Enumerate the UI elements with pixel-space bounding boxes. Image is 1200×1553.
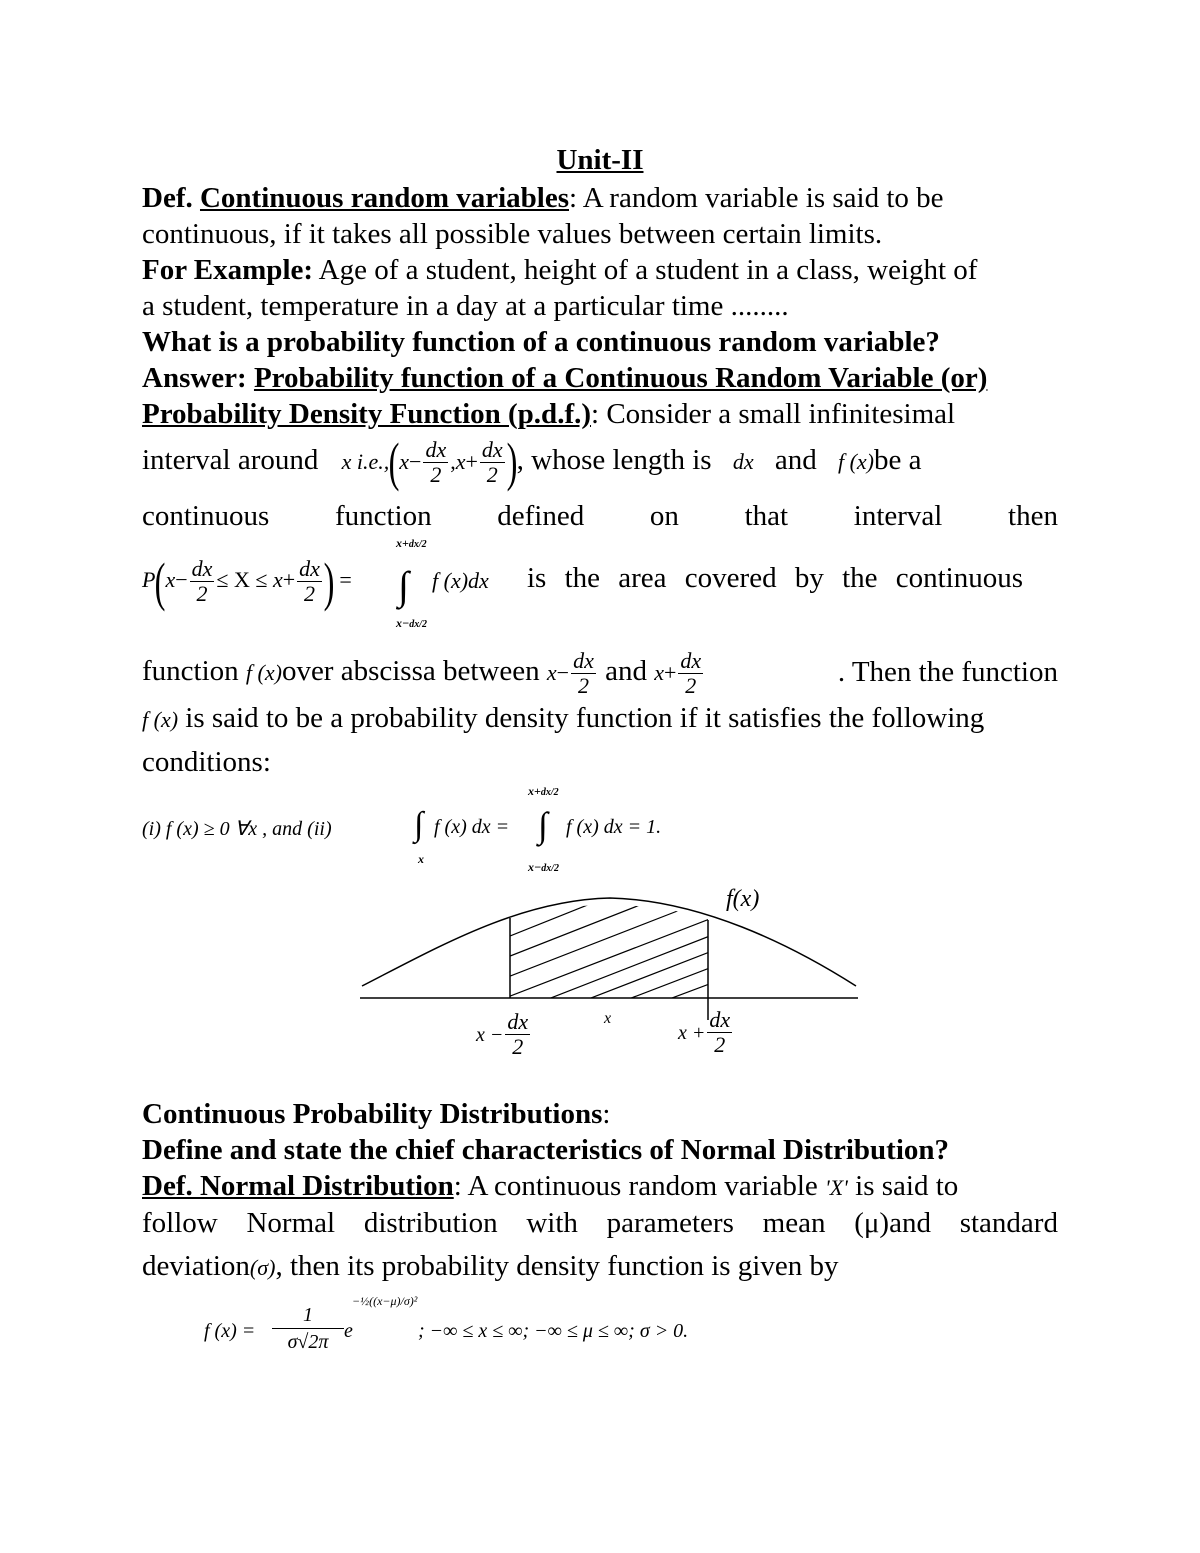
frac-den: 2 xyxy=(304,581,315,607)
frac-num: dx xyxy=(481,436,503,462)
condition-i: (i) f (x) ≥ 0 ∀x , and (ii) xyxy=(142,818,332,840)
word: on xyxy=(649,500,679,532)
x-symbol: x xyxy=(546,660,557,685)
word: distribution xyxy=(363,1207,498,1239)
answer-label: Answer: xyxy=(142,362,247,394)
area-text: is the area covered by the continuous xyxy=(527,562,1024,594)
section2-heading: Continuous Probability Distributions xyxy=(142,1098,603,1130)
frac-den: 2 xyxy=(512,1034,524,1059)
normal-def-line-1 xyxy=(142,1168,1058,1206)
x-symbol: x xyxy=(455,449,466,474)
section2-heading-line: Continuous Probability Distributions: xyxy=(142,1098,611,1130)
probability-equation: P(x− $\frac{dx}{2}$ ≤ X ≤ x+ $\frac{dx}{2}$ ) = xyxy=(142,551,352,612)
frac-den: 2 xyxy=(685,672,697,698)
deviation-word: deviation xyxy=(142,1250,250,1282)
curve-label: f(x) xyxy=(726,886,760,912)
fx-symbol: f (x) xyxy=(245,660,282,685)
normal-def-text-a: : A continuous random variable xyxy=(453,1170,818,1202)
normal-def-label: Def. Normal Distribution xyxy=(142,1170,454,1202)
integral-2: ∫ xyxy=(414,806,424,843)
x-symbol: x xyxy=(165,567,176,592)
density-curve xyxy=(362,898,856,986)
frac-num: dx xyxy=(680,647,702,673)
example-line-2: a student, temperature in a day at a particular time ........ xyxy=(142,290,789,322)
normal-def-line-2 xyxy=(142,1205,1058,1241)
interval-text: interval around xyxy=(142,444,319,476)
dx-symbol: dx xyxy=(732,449,754,474)
x-symbol: x xyxy=(399,449,410,474)
word: interval xyxy=(853,500,943,532)
word: then xyxy=(1008,500,1058,532)
normal-def-text-c: , then its probability density function is given by xyxy=(275,1250,839,1282)
p-symbol: P xyxy=(142,567,156,592)
integral-rhs: f (x)dx xyxy=(432,568,489,593)
word: with xyxy=(526,1207,578,1239)
word: Normal xyxy=(246,1207,336,1239)
normal-def-line-3 xyxy=(142,1248,1058,1286)
function-word: function xyxy=(142,655,239,687)
pdf-text: is said to be a probability density function if it satisfies the following xyxy=(185,702,985,734)
formula-range: ; −∞ ≤ x ≤ ∞; −∞ ≤ μ ≤ ∞; σ > 0. xyxy=(418,1320,689,1342)
word: mean xyxy=(762,1207,826,1239)
normal-question: Define and state the chief characteristics of Normal Distribution? xyxy=(142,1134,950,1166)
x-ie: x i.e., xyxy=(341,449,390,474)
word: that xyxy=(744,500,789,532)
frac-den: 2 xyxy=(486,461,498,487)
and-word: and xyxy=(774,444,817,476)
frac-num: dx xyxy=(507,1009,529,1034)
condition-int: f (x) dx = xyxy=(434,816,510,838)
word: parameters xyxy=(606,1207,734,1239)
frac-den: 2 xyxy=(714,1032,726,1057)
answer-heading-a: Probability function of a Continuous Random Variable (or) xyxy=(253,362,988,394)
frac-num: dx xyxy=(709,1007,731,1032)
example-text-a: Age of a student, height of a student in a class, weight of xyxy=(313,254,978,286)
word: continuous xyxy=(142,500,270,532)
x-symbol: x xyxy=(272,567,283,592)
left-bound-label xyxy=(476,1010,532,1059)
page-title: Unit-II xyxy=(556,144,644,176)
frac-num: dx xyxy=(299,556,320,582)
conditions-word: conditions: xyxy=(142,746,271,778)
then-text: . Then the function xyxy=(837,656,1058,688)
formula-lhs: f (x) = xyxy=(204,1320,256,1342)
be-a-text: be a xyxy=(874,444,922,476)
formula-fraction xyxy=(272,1302,344,1355)
and-word: and xyxy=(605,655,647,687)
right-bound-label xyxy=(678,1008,734,1057)
answer-text-b: : Consider a small infinitesimal xyxy=(591,398,956,430)
frac-num: dx xyxy=(425,436,447,462)
word: (μ)and xyxy=(854,1207,931,1239)
over-text: over abscissa between xyxy=(281,655,540,687)
var-x: 'X' xyxy=(825,1175,848,1200)
frac-den: 2 xyxy=(430,461,442,487)
normal-def-text-b: is said to xyxy=(855,1170,959,1202)
sigma-symbol: (σ) xyxy=(249,1255,276,1280)
ineq-mid: ≤ X ≤ xyxy=(216,567,268,592)
def-text-a: : A random variable is said to be xyxy=(569,182,944,214)
question-pdf: What is a probability function of a continuous random variable? xyxy=(142,326,940,358)
abscissa-line: function f (x)over abscissa between x− $\frac{dx}{2}$ and x+ $\frac{dx}{2}$ . Then the function xyxy=(142,642,1058,702)
x-symbol: x xyxy=(654,660,664,685)
label-prefix: x + xyxy=(678,1021,706,1044)
fx-symbol: f (x) xyxy=(142,707,179,732)
integral-3: x+dx/2 ∫ x−dx/2 xyxy=(528,784,560,874)
def-label: Def. xyxy=(142,182,193,214)
formula-exponent: −½((x−μ)/σ)² xyxy=(352,1294,418,1308)
formula-numerator: 1 xyxy=(272,1302,344,1329)
frac-num: dx xyxy=(573,647,594,673)
center-x-label: x xyxy=(604,1010,612,1027)
shaded-region xyxy=(500,900,720,1010)
frac-den: 2 xyxy=(196,581,208,607)
formula-denominator: σ√2π xyxy=(287,1331,329,1353)
word: standard xyxy=(959,1207,1058,1239)
frac-den: 2 xyxy=(577,672,589,698)
formula-e: e xyxy=(344,1320,353,1342)
fx-symbol: f (x) xyxy=(837,449,874,474)
answer-heading-b: Probability Density Function (p.d.f.) xyxy=(142,398,592,430)
example-label: For Example: xyxy=(142,254,314,286)
word: function xyxy=(334,500,432,532)
interval-line: interval around x i.e.,(x− $\frac{dx}{2}$ ,x+ $\frac{dx}{2}$ ), whose length is dx and f (x)be a xyxy=(142,432,922,493)
word: defined xyxy=(497,500,585,532)
label-prefix: x − xyxy=(476,1023,504,1046)
frac-num: dx xyxy=(191,556,213,582)
def-term: Continuous random variables xyxy=(199,182,569,214)
integral-1: x+dx/2 ∫ x−dx/2 xyxy=(396,536,428,630)
word: follow xyxy=(142,1207,218,1239)
def-continuous-line-2: continuous, if it takes all possible values between certain limits. xyxy=(142,218,883,250)
whose-length-text: , whose length is xyxy=(516,444,712,476)
integral-2-limit: x xyxy=(418,852,424,866)
condition-rhs: f (x) dx = 1. xyxy=(566,816,662,838)
